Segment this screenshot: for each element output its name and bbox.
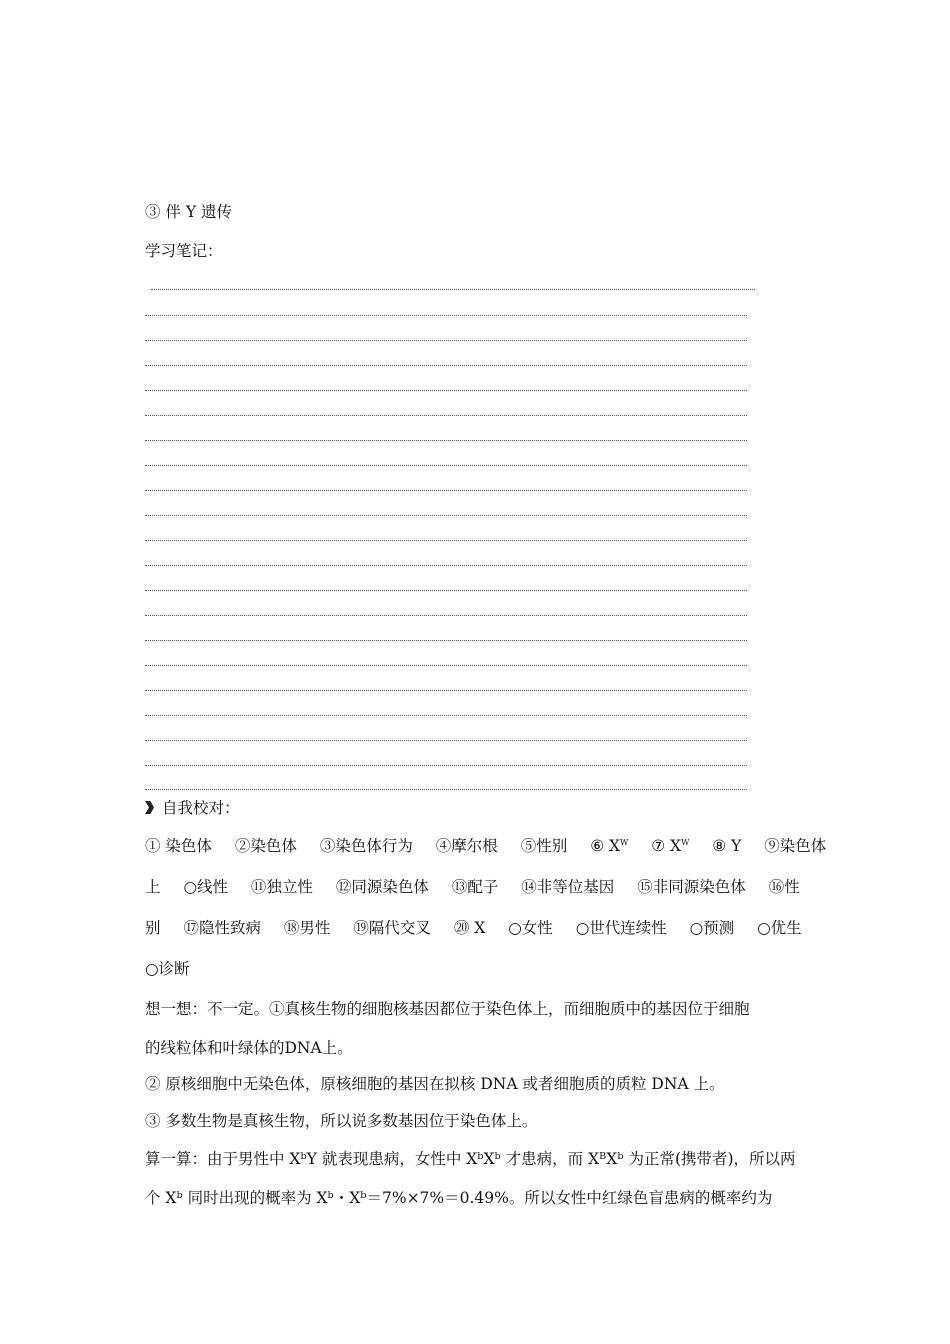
answer-item: [590, 837, 628, 855]
note-line: [145, 789, 747, 790]
answer-item: 上: [145, 878, 161, 896]
answer-row-2: [145, 875, 800, 897]
note-line: [145, 415, 747, 416]
answer-item-text: ⑦ X: [651, 837, 682, 855]
answer-item: ⑭非等位基因: [521, 878, 615, 896]
answer-item: ○女性: [508, 919, 553, 937]
answer-item: ⑳ X: [453, 919, 486, 937]
calc-line-1: 算一算：由于男性中 XᵇY 就表现患病，女性中 XᵇXᵇ 才患病，而 XᴮXᵇ 为正常(携带者)，所以两: [145, 1150, 796, 1168]
answer-item: ○线性: [183, 878, 228, 896]
note-line: [145, 440, 747, 441]
answer-item: ⑪独立性: [250, 878, 313, 896]
answer-item: ④摩尔根: [435, 837, 498, 855]
answer-row-1: [145, 834, 826, 856]
note-line: [145, 715, 747, 716]
note-line: [145, 340, 747, 341]
arrow-marker-icon: [145, 801, 154, 814]
self-check-title: 自我校对：: [162, 799, 240, 817]
note-line: [145, 740, 747, 741]
note-line: [145, 615, 747, 616]
superscript: W: [681, 838, 690, 847]
think-line-3: ② 原核细胞中无染色体，原核细胞的基因在拟核 DNA 或者细胞质的质粒 DNA 上。: [145, 1075, 725, 1093]
answer-item: ⑮非同源染色体: [637, 878, 746, 896]
note-line: [145, 515, 747, 516]
answer-row-4: [145, 957, 190, 979]
answer-item-text: ⑥ X: [590, 837, 621, 855]
note-line: [145, 565, 747, 566]
note-line: [145, 665, 747, 666]
superscript: W: [620, 838, 629, 847]
answer-item: [651, 837, 689, 855]
answer-item: ⑰隐性致病: [183, 919, 261, 937]
answer-item: ○预测: [689, 919, 735, 937]
calc-line-2: 个 Xᵇ 同时出现的概率为 Xᵇ・Xᵇ＝7%×7%＝0.49%。所以女性中红绿色盲患病的概率约为: [145, 1189, 773, 1207]
note-line: [145, 540, 747, 541]
answer-item: ⑱男性: [283, 919, 331, 937]
answer-item: ○世代连续性: [575, 919, 667, 937]
answer-item: ⑯性: [768, 878, 800, 896]
think-line-2: 的线粒体和叶绿体的DNA上。: [145, 1039, 353, 1057]
answer-item: ⑲隔代交叉: [353, 919, 431, 937]
think-line-4: ③ 多数生物是真核生物，所以说多数基因位于染色体上。: [145, 1112, 538, 1130]
answer-item: ○诊断: [145, 960, 190, 978]
note-line: [145, 590, 747, 591]
answer-item: ⑬配子: [451, 878, 499, 896]
answer-item: ②染色体: [234, 837, 297, 855]
answer-row-3: [145, 916, 802, 938]
note-line: [145, 490, 747, 491]
note-line: [145, 690, 747, 691]
note-line: [145, 465, 747, 466]
note-line: [145, 315, 747, 316]
note-line: [145, 390, 747, 391]
answer-item: ⑤性别: [520, 837, 568, 855]
notes-label: 学习笔记：: [145, 242, 223, 260]
answer-item: ⑧ Y: [712, 837, 742, 855]
note-line: [151, 289, 755, 290]
item-3-y-linked: ③ 伴 Y 遗传: [145, 203, 233, 221]
note-line: [145, 365, 747, 366]
answer-item: ③染色体行为: [319, 837, 413, 855]
think-line-1: 想一想：不一定。①真核生物的细胞核基因都位于染色体上，而细胞质中的基因位于细胞: [145, 1000, 750, 1018]
self-check-heading: [145, 796, 240, 818]
answer-item: ⑨染色体: [764, 837, 827, 855]
note-line: [145, 765, 747, 766]
answer-item: ① 染色体: [145, 837, 212, 855]
answer-item: 别: [145, 919, 161, 937]
answer-item: ○优生: [757, 919, 802, 937]
answer-item: ⑫同源染色体: [335, 878, 429, 896]
note-line: [145, 640, 747, 641]
